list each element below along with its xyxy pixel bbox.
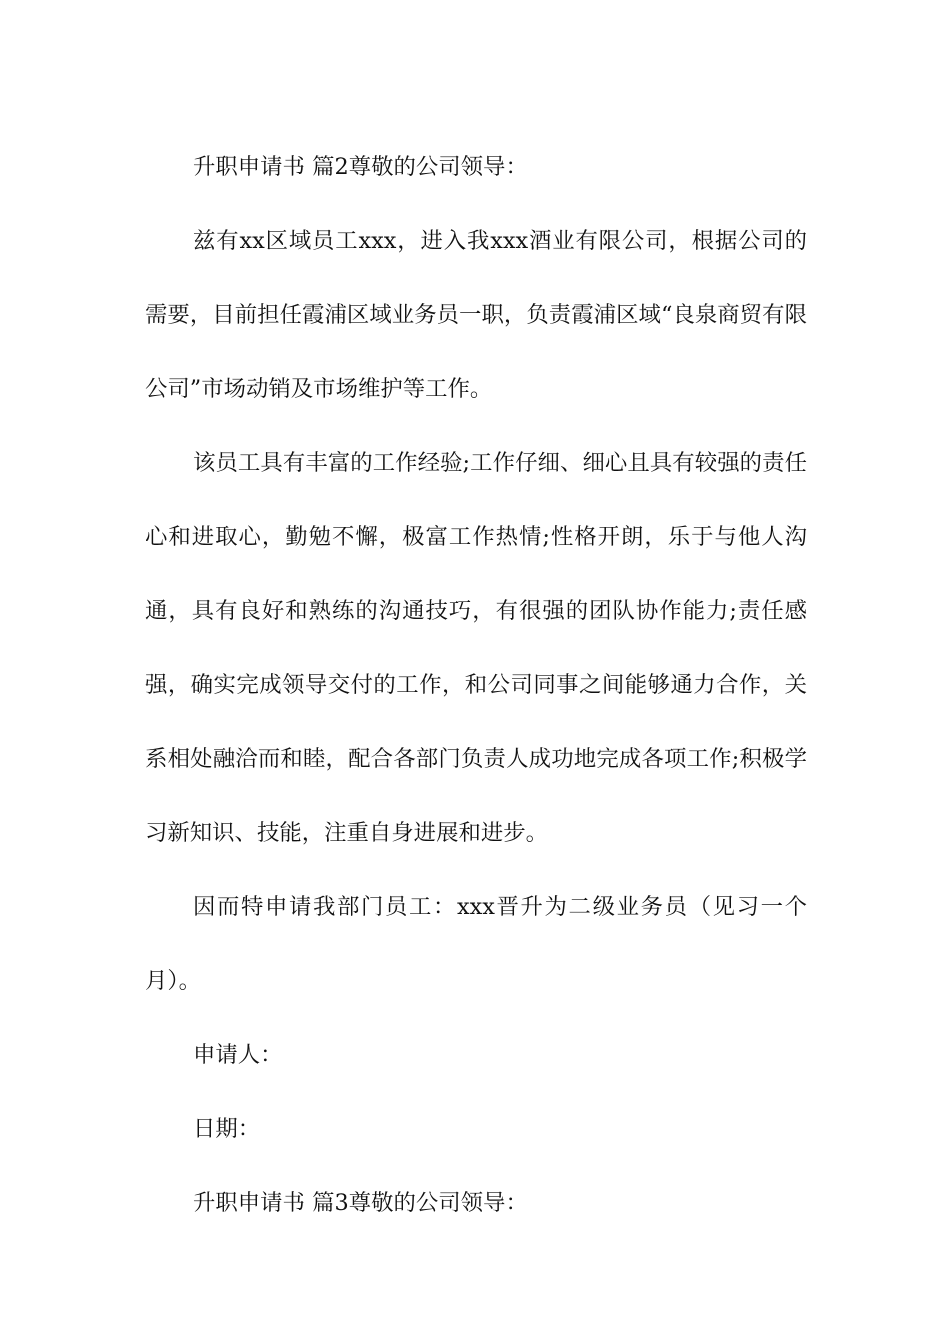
paragraph-introduction: 兹有xx区域员工xxx，进入我xxx酒业有限公司，根据公司的需要，目前担任霞浦区域业务员一职，负责霞浦区域“良泉商贸有限公司”市场动销及市场维护等工作。: [145, 228, 807, 402]
section-heading-3: 升职申请书 篇3尊敬的公司领导：: [193, 1190, 528, 1216]
applicant-label: 申请人：: [193, 1042, 283, 1068]
paragraph-request: 因而特申请我部门员工：xxx晋升为二级业务员（见习一个月）。: [145, 894, 807, 994]
date-label: 日期：: [193, 1116, 261, 1142]
section-heading-2: 升职申请书 篇2尊敬的公司领导：: [193, 154, 528, 180]
paragraph-evaluation: 该员工具有丰富的工作经验;工作仔细、细心且具有较强的责任心和进取心，勤勉不懈，极富工作热情;性格开朗，乐于与他人沟通，具有良好和熟练的沟通技巧，有很强的团队协作能力;责任感强，确实完成领导交付的工作，和公司同事之间能够通力合作，关系相处融洽而和睦，配合各部门负责人成功地完成各项工作;积极学习新知识、技能，注重自身进展和进步。: [145, 450, 807, 846]
document-body: [145, 130, 807, 1240]
